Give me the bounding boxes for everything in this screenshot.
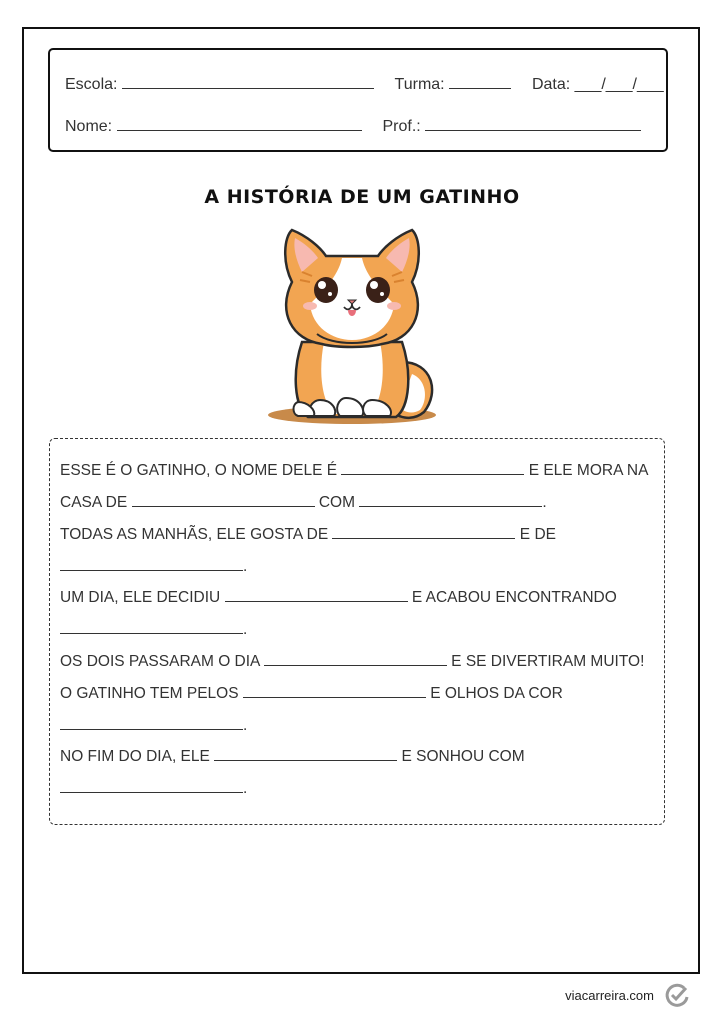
footer-site[interactable]: viacarreira.com xyxy=(565,988,654,1003)
student-info-box xyxy=(48,48,668,152)
blank-morning-activity-2[interactable] xyxy=(60,556,243,571)
story-line-10 xyxy=(60,746,525,766)
story-line-3 xyxy=(60,524,556,544)
story-text: E OLHOS DA COR xyxy=(430,685,563,702)
blank-evening[interactable] xyxy=(214,746,397,761)
story-line-1 xyxy=(60,460,648,480)
blank-owner[interactable] xyxy=(132,492,315,507)
blank-day-activity[interactable] xyxy=(264,651,447,666)
story-text: E DE xyxy=(519,526,556,543)
story-text: E ACABOU ENCONTRANDO xyxy=(411,589,617,606)
story-line-8 xyxy=(60,683,563,703)
blank-name[interactable] xyxy=(341,460,524,475)
blank-companion[interactable] xyxy=(359,492,542,507)
blank-found[interactable] xyxy=(60,619,243,634)
story-line-9 xyxy=(60,715,247,735)
blank-dream[interactable] xyxy=(60,778,243,793)
story-text: TODAS AS MANHÃS, ELE GOSTA DE xyxy=(60,526,329,543)
page-title: A HISTÓRIA DE UM GATINHO xyxy=(204,186,520,208)
blank-morning-activity[interactable] xyxy=(332,524,515,539)
escola-label: Escola: xyxy=(65,76,118,93)
header-row-2 xyxy=(65,115,641,136)
blank-decision[interactable] xyxy=(225,587,408,602)
story-text: E ELE MORA NA xyxy=(528,462,649,479)
checkmark-circle-icon xyxy=(664,982,690,1008)
nome-label: Nome: xyxy=(65,118,113,135)
kitten-illustration xyxy=(262,222,442,428)
story-text: UM DIA, ELE DECIDIU xyxy=(60,589,221,606)
story-text: . xyxy=(243,780,248,797)
story-line-11 xyxy=(60,778,247,798)
story-line-4 xyxy=(60,556,247,576)
story-text: . xyxy=(542,494,547,511)
header-row-1 xyxy=(65,73,664,94)
story-line-7 xyxy=(60,651,644,671)
blank-fur[interactable] xyxy=(243,683,426,698)
prof-field[interactable] xyxy=(425,115,641,131)
story-text: . xyxy=(243,717,248,734)
turma-label: Turma: xyxy=(394,76,445,93)
story-text: E SE DIVERTIRAM MUITO! xyxy=(451,653,645,670)
story-text: . xyxy=(243,558,248,575)
blank-eye-color[interactable] xyxy=(60,715,243,730)
story-text: COM xyxy=(318,494,355,511)
story-line-2 xyxy=(60,492,547,512)
story-line-6 xyxy=(60,619,247,639)
story-box xyxy=(49,438,665,825)
story-text: CASA DE xyxy=(60,494,128,511)
turma-field[interactable] xyxy=(449,73,511,89)
story-text: ESSE É O GATINHO, O NOME DELE É xyxy=(60,462,338,479)
story-text: . xyxy=(243,621,248,638)
story-text: NO FIM DO DIA, ELE xyxy=(60,748,210,765)
story-line-5 xyxy=(60,587,617,607)
escola-field[interactable] xyxy=(122,73,374,89)
story-text: OS DOIS PASSARAM O DIA xyxy=(60,653,260,670)
data-label[interactable]: Data: ___/___/___ xyxy=(531,76,664,93)
prof-label: Prof.: xyxy=(382,118,421,135)
nome-field[interactable] xyxy=(117,115,362,131)
story-text: O GATINHO TEM PELOS xyxy=(60,685,239,702)
story-text: E SONHOU COM xyxy=(401,748,525,765)
